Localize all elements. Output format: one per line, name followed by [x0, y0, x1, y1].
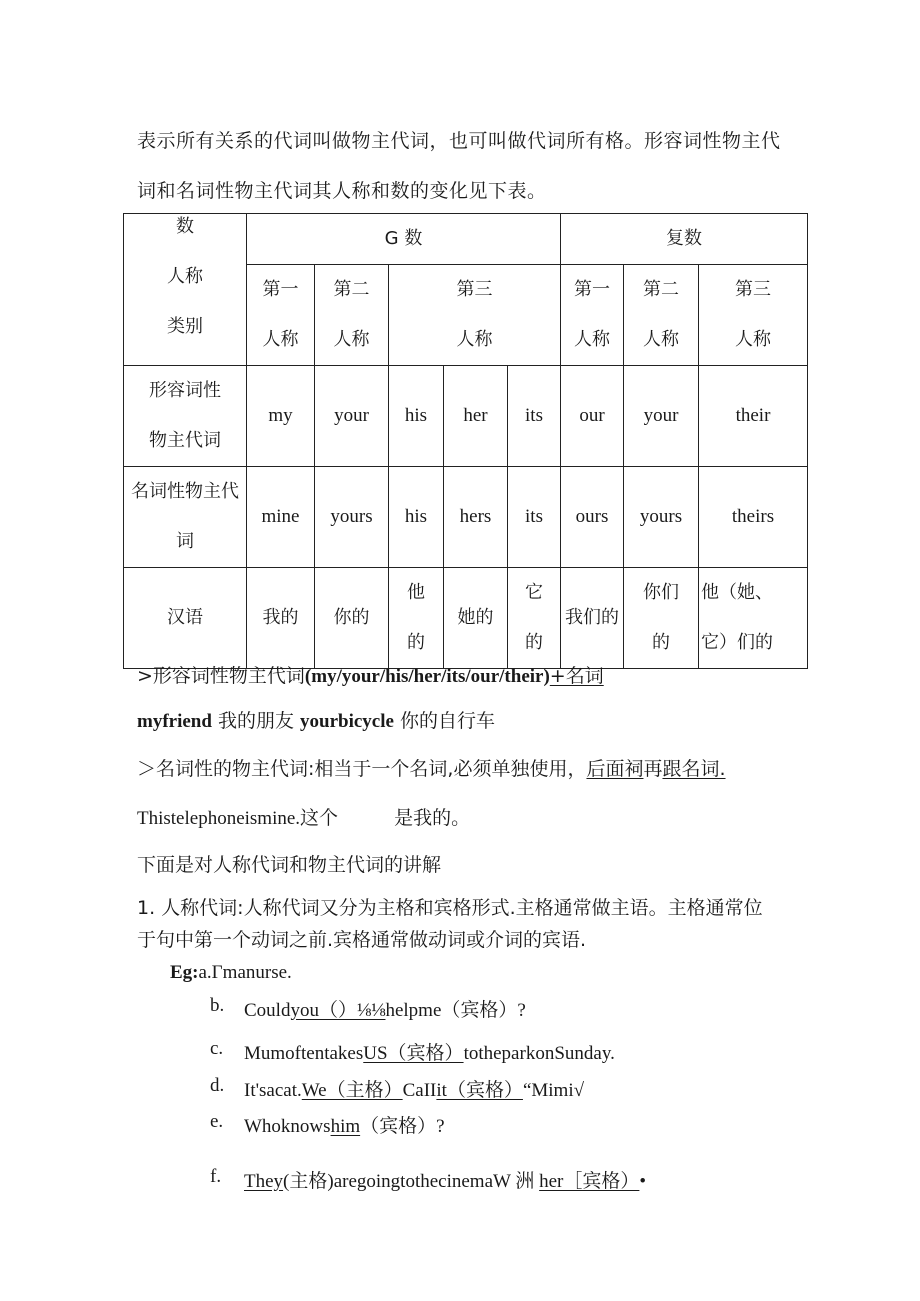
para1-line-1: 1. 人称代词:人称代词又分为主格和宾格形式.主格通常做主语。主格通常位: [137, 897, 763, 919]
table-row-noun: [124, 467, 808, 568]
table-cell: theirs: [699, 467, 808, 568]
example-d: It'sacat.We（主格）CaIIit（宾格）“Mimi√: [244, 1080, 585, 1101]
table-cell: ours: [561, 467, 624, 568]
table-cell: yours: [624, 467, 699, 568]
intro-line-2: 词和名词性物主代词其人称和数的变化见下表。: [137, 180, 547, 202]
example-f-marker: f.: [210, 1166, 222, 1187]
example-b: Couldyou（）⅛⅛helpme（宾格）?: [244, 1000, 526, 1021]
table-cell: your: [315, 366, 389, 467]
plural-first-person: 第一 人称: [561, 265, 624, 366]
table-cell: 他（她、 它）们的: [699, 568, 808, 669]
table-cell: his: [389, 467, 444, 568]
table-row-adjective: [124, 366, 808, 467]
table-cell: 你们 的: [624, 568, 699, 669]
table-cell: its: [508, 366, 561, 467]
plural-header: 复数: [561, 214, 808, 265]
corner-person-label: 人称: [167, 266, 203, 287]
table-cell: her: [444, 366, 508, 467]
noun-possessive-rule: ＞名词性的物主代词:相当于一个名词,必须单独使用，后面祠再跟名词.: [137, 758, 726, 780]
row-label: 汉语: [124, 568, 247, 669]
possessive-pronoun-table: [123, 213, 808, 669]
table-cell: our: [561, 366, 624, 467]
example-e-marker: e.: [210, 1111, 224, 1132]
section-heading: 下面是对人称代词和物主代词的讲解: [137, 854, 442, 876]
row-label: 形容词性 物主代词: [124, 366, 247, 467]
example-a: Eg:a.Γmanurse.: [170, 962, 292, 983]
singular-header: G 数: [247, 214, 561, 265]
para1-line-2: 于句中第一个动词之前.宾格通常做动词或介词的宾语.: [137, 929, 587, 951]
table-row-chinese: [124, 568, 808, 669]
table-cell: your: [624, 366, 699, 467]
table-cell: 我的: [247, 568, 315, 669]
corner-category-label: 类别: [167, 316, 203, 337]
table-cell: hers: [444, 467, 508, 568]
table-cell: yours: [315, 467, 389, 568]
singular-first-person: 第一 人称: [247, 265, 315, 366]
table-cell: its: [508, 467, 561, 568]
table-cell: their: [699, 366, 808, 467]
example-b-marker: b.: [210, 995, 225, 1016]
example-c-marker: c.: [210, 1038, 224, 1059]
corner-header-cell: [124, 214, 247, 366]
corner-number-label: 数: [176, 216, 194, 237]
row-label: 名词性物主代 词: [124, 467, 247, 568]
table-cell: 它 的: [508, 568, 561, 669]
table-cell: 她的: [444, 568, 508, 669]
intro-line-1: 表示所有关系的代词叫做物主代词，也可叫做代词所有格。形容词性物主代: [137, 130, 781, 152]
noun-example-line: Thistelephoneismine.这个 是我的。: [137, 807, 471, 829]
singular-second-person: 第二 人称: [315, 265, 389, 366]
plural-third-person: 第三 人称: [699, 265, 808, 366]
table-cell: my: [247, 366, 315, 467]
adjective-possessive-rule: >形容词性物主代词(my/your/his/her/its/our/their)+名词: [137, 665, 604, 687]
example-d-marker: d.: [210, 1075, 225, 1096]
example-e: Whoknowshim（宾格）?: [244, 1116, 445, 1137]
singular-third-person: 第三 人称: [389, 265, 561, 366]
table-cell: mine: [247, 467, 315, 568]
plural-second-person: 第二 人称: [624, 265, 699, 366]
table-cell: 他 的: [389, 568, 444, 669]
table-cell: his: [389, 366, 444, 467]
example-f: They(主格)aregoingtothecinemaW 洲 her［宾格）•: [244, 1171, 647, 1192]
table-cell: 我们的: [561, 568, 624, 669]
table-cell: 你的: [315, 568, 389, 669]
adjective-example-line: myfriend 我的朋友 yourbicycle 你的自行车: [137, 710, 496, 732]
example-c: MumoftentakesUS（宾格）totheparkonSunday.: [244, 1043, 615, 1064]
